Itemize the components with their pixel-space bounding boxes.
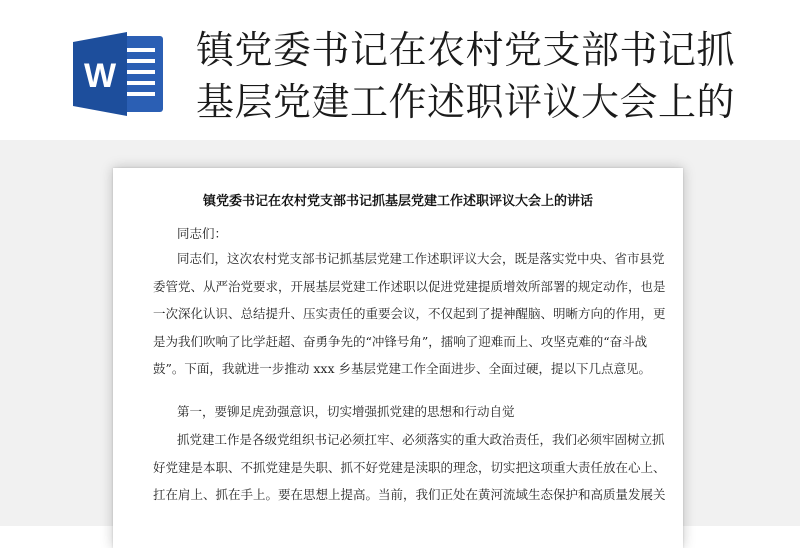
text-line: 抓党建工作是各级党组织书记必须扛牢、必须落实的重大政治责任，我们必须牢固树立抓 [177,432,665,447]
paragraph-1 [153,245,666,383]
word-icon [73,32,165,116]
text-line: 同志们，这次农村党支部书记抓基层党建工作述职评议大会，既是落实党中央、省市县党 [177,251,665,266]
title-line: 基层党建工作述职评议大会上的 [196,80,736,124]
section-heading [153,398,659,426]
text-line: 是为我们吹响了比学赶超、奋勇争先的“冲锋号角”，擂响了迎难而上、攻坚克难的“奋斗战 [153,333,648,349]
page-title [196,24,786,128]
text-line: 一次深化认识、总结提升、压实责任的重要会议，不仅起到了提神醒脑、明晰方向的作用，更 [153,306,666,321]
title-line: 镇党委书记在农村党支部书记抓 [196,28,736,72]
document-title: 镇党委书记在农村党支部书记抓基层党建工作述职评议大会上的讲话 [202,194,593,209]
word-logo-letter: W [83,57,117,95]
salutation: 同志们： [177,226,228,241]
text-line: 第一，要铆足虎劲强意识，切实增强抓党建的思想和行动自觉 [177,404,515,419]
paragraph-2 [153,426,666,509]
text-line: 好党建是本职、不抓党建是失职、抓不好党建是渎职的理念，切实把这项重大责任放在心上、 [153,459,666,475]
text-line: 鼓”。下面，我就进一步推动 xxx 乡基层党建工作全面进步、全面过硬，提以下几点意见。 [153,361,651,376]
text-line: 扛在肩上、抓在手上。要在思想上提高。当前，我们正处在黄河流域生态保护和高质量发展关 [153,487,666,502]
document-page [113,168,683,548]
text-line: 委管党、从严治党要求，开展基层党建工作述职以促进党建提质增效所部署的规定动作，也是 [153,278,666,294]
